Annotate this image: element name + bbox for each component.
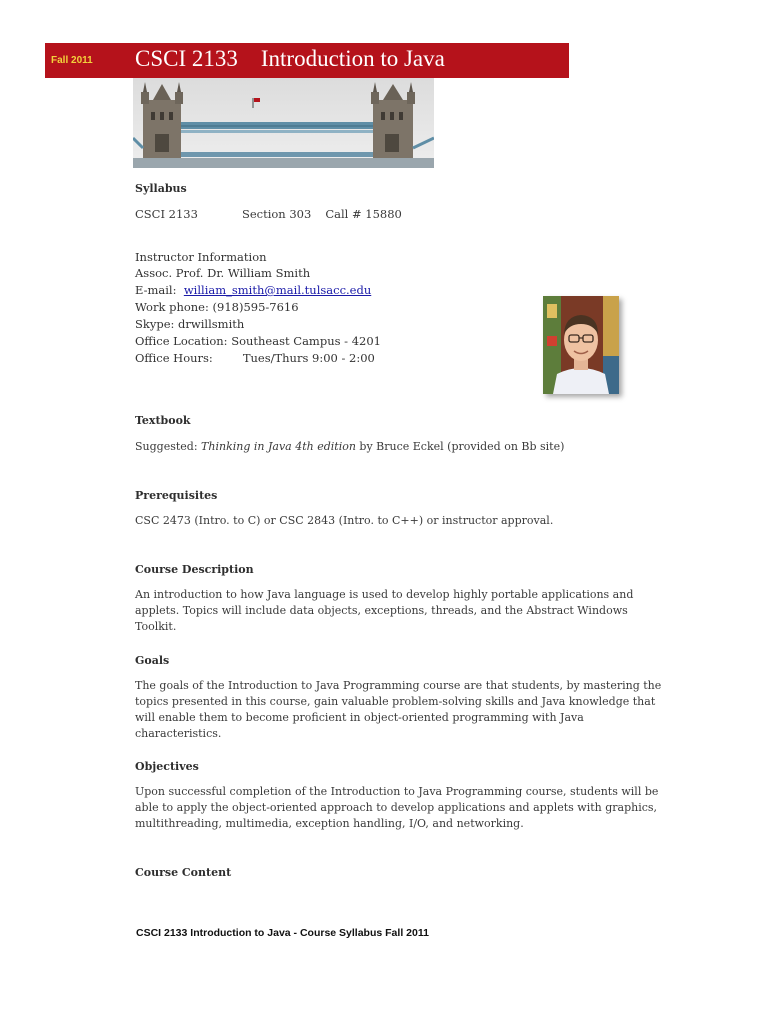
section-number: Section 303 [241, 207, 312, 221]
instructor-email-line [135, 283, 371, 297]
email-link[interactable]: william_smith@mail.tulsacc.edu [183, 283, 372, 297]
course-number: CSCI 2133 [135, 207, 198, 221]
goals-heading: Goals [135, 654, 170, 667]
office-hours-value: Tues/Thurs 9:00 - 2:00 [242, 351, 375, 365]
instructor-name: Assoc. Prof. Dr. William Smith [135, 266, 311, 280]
email-label: E-mail: [135, 283, 177, 297]
course-content-heading: Course Content [135, 866, 232, 879]
objectives-heading: Objectives [135, 760, 199, 773]
course-info-line [135, 207, 402, 221]
term-label: Fall 2011 [51, 55, 93, 66]
course-title: CSCI 2133 Introduction to Java [135, 46, 445, 71]
goals-text: The goals of the Introduction to Java Programming course are that students, by mastering the topics presented in this course, gain valuable problem-solving skills and Java knowledge that will enable them to become proficient in object-oriented programming with Java characteristics. [135, 679, 662, 740]
header-banner [45, 43, 569, 78]
instructor-portrait [543, 296, 619, 394]
instructor-heading: Instructor Information [135, 250, 267, 264]
textbook-prefix: Suggested: [135, 440, 202, 453]
textbook-heading: Textbook [135, 414, 191, 427]
prerequisites-text: CSC 2473 (Intro. to C) or CSC 2843 (Intro. to C++) or instructor approval. [135, 514, 554, 527]
objectives-text: Upon successful completion of the Introduction to Java Programming course, students will be able to apply the object-oriented approach to develop applications and applets with graphics, multithreading, multimedia, exception handling, I/O, and networking. [135, 785, 659, 830]
description-text: An introduction to how Java language is used to develop highly portable applications and applets. Topics will include data objects, exceptions, threads, and the Abstract Windows Toolkit. [135, 588, 634, 633]
office-location: Office Location: Southeast Campus - 4201 [135, 334, 381, 348]
syllabus-heading: Syllabus [135, 182, 187, 195]
tower-bridge-image [133, 78, 434, 168]
description-heading: Course Description [135, 563, 254, 576]
office-hours-label: Office Hours: [135, 351, 213, 365]
work-phone: Work phone: (918)595-7616 [135, 300, 299, 314]
textbook-line [135, 440, 564, 453]
textbook-suffix: by Bruce Eckel (provided on Bb site) [355, 440, 565, 453]
textbook-title: Thinking in Java 4th edition [201, 440, 356, 453]
call-number: Call # 15880 [325, 207, 402, 221]
office-hours-line [135, 351, 375, 365]
page-footer: CSCI 2133 Introduction to Java - Course Syllabus Fall 2011 [136, 927, 429, 939]
prerequisites-heading: Prerequisites [135, 489, 218, 502]
skype-id: Skype: drwillsmith [135, 317, 245, 331]
